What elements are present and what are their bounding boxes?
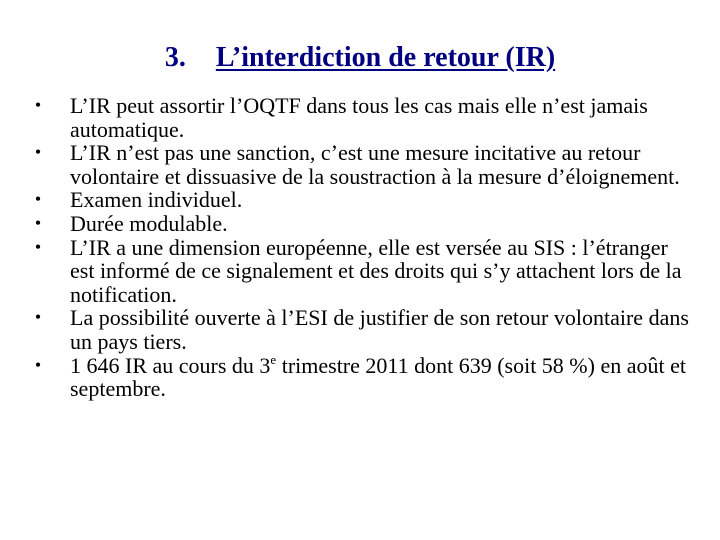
bullet-icon: • — [34, 142, 42, 163]
bullet-item — [28, 236, 693, 307]
bullet-item — [28, 212, 693, 236]
bullet-icon: • — [34, 307, 42, 328]
bullet-text: Examen individuel. — [70, 187, 243, 213]
bullet-icon: • — [34, 95, 42, 115]
slide-title — [0, 40, 720, 76]
bullet-icon: • — [34, 236, 42, 257]
section-heading: L’interdiction de retour (IR) — [215, 42, 556, 73]
bullet-item — [28, 351, 693, 402]
bullet-text-start: 1 646 IR au cours du 3 — [70, 352, 271, 378]
bullet-item — [28, 188, 693, 212]
bullet-list — [28, 94, 693, 401]
bullet-item — [28, 141, 693, 188]
ordinal-suffix: e — [270, 351, 277, 367]
bullet-icon: • — [34, 354, 42, 375]
bullet-icon: • — [34, 212, 42, 233]
bullet-text: L’IR n’est pas une sanction, c’est une mesure incitative au retour volontaire et dissuasive de la soustraction à la mesure d’éloignement. — [70, 140, 680, 189]
bullet-text: La possibilité ouverte à l’ESI de justifier de son retour volontaire dans un pays tiers. — [70, 305, 689, 354]
bullet-text: Durée modulable. — [70, 210, 228, 236]
bullet-item — [28, 94, 693, 141]
bullet-text: L’IR a une dimension européenne, elle est versée au SIS : l’étranger est informé de ce signalement et des droits qui s’y attachent lors de la notification. — [70, 234, 682, 307]
bullet-text — [70, 353, 686, 402]
bullet-text-end: trimestre 2011 dont 639 (soit 58 %) en août et septembre. — [70, 352, 686, 402]
bullet-text: L’IR peut assortir l’OQTF dans tous les cas mais elle n’est jamais automatique. — [70, 93, 648, 142]
bullet-icon: • — [34, 189, 42, 210]
bullet-item — [28, 306, 693, 353]
section-number: 3. — [164, 42, 186, 73]
